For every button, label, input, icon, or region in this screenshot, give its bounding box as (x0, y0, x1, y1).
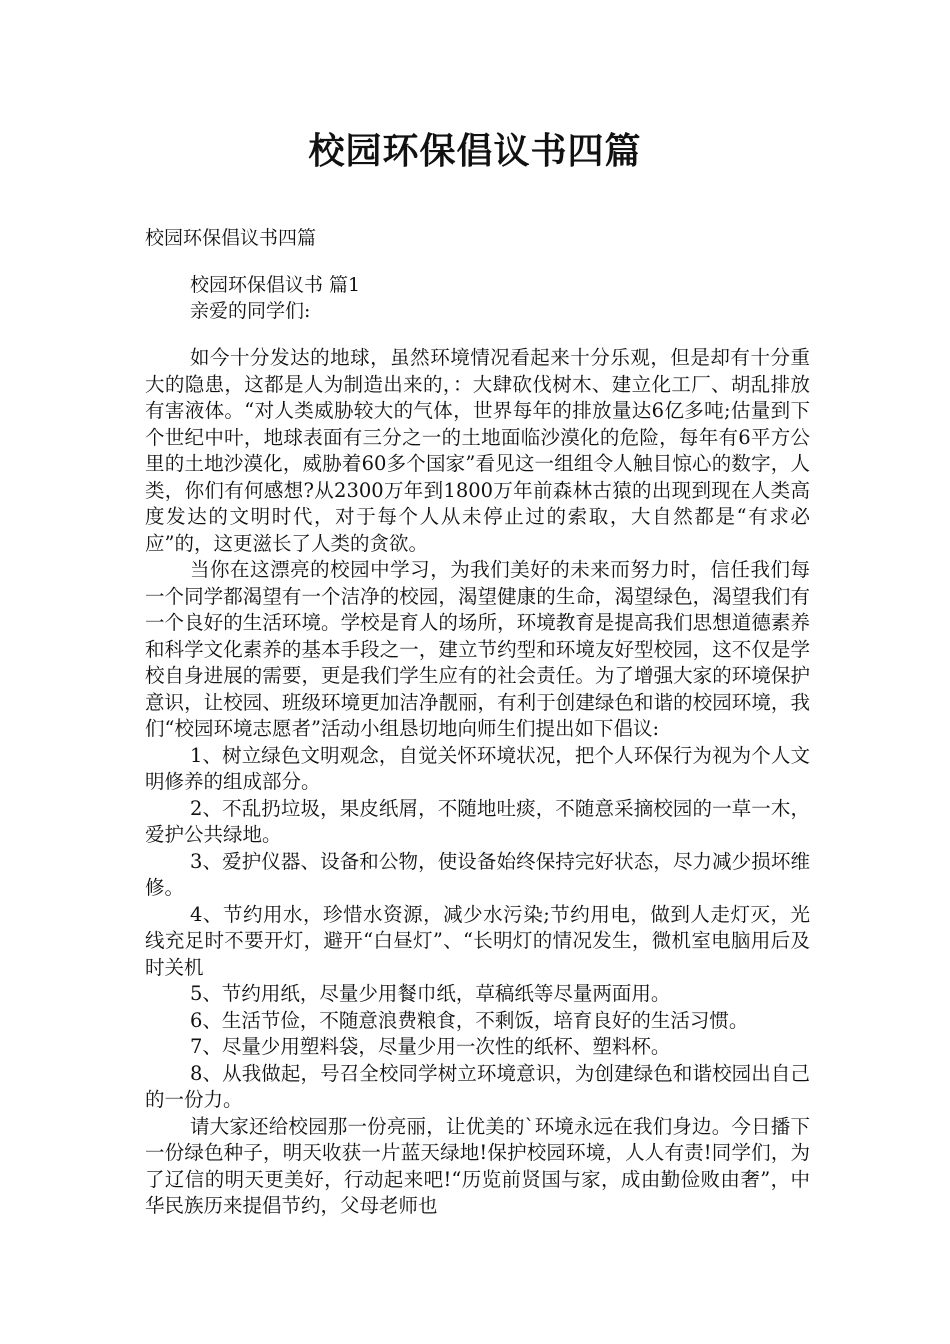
salutation: 亲爱的同学们: (190, 300, 311, 322)
paragraph: 如今十分发达的地球，虽然环境情况看起来十分乐观，但是却有十分重大的隐患，这都是人为制造出来的，：大肆砍伐树木、建立化工厂、胡乱排放有害液体。“对人类威胁较大的气体，世界每年的排放量达6亿多吨;估量到下个世纪中叶，地球表面有三分之一的土地面临沙漠化的危险，每年有6平方公里的土地沙漠化，威胁着60多个国家”看见这一组组令人触目惊心的数字，人类，你们有何感想?从2300万年到1800万年前森林古猿的出现到现在人类高度发达的文明时代，对于每个人从未停止过的索取，大自然都是“有求必应”的，这更滋长了人类的贪欲。 (145, 346, 810, 555)
list-item: 2、不乱扔垃圾，果皮纸屑，不随地吐痰，不随意采摘校园的一草一木，爱护公共绿地。 (145, 796, 810, 846)
paragraph: 请大家还给校园那一份亮丽，让优美的`环境永远在我们身边。今日播下一份绿色种子，明天收获一片蓝天绿地!保护校园环境，人人有责!同学们，为了辽信的明天更美好，行动起来吧!“历览前贤国与家，成由勤俭败由奢”，中华民族历来提倡节约，父母老师也 (145, 1114, 810, 1217)
section-header (190, 272, 360, 324)
section-heading: 校园环保倡议书 篇1 (190, 274, 361, 296)
list-item: 6、生活节俭，不随意浪费粮食，不剩饭，培育良好的生活习惯。 (190, 1008, 749, 1032)
paragraph: 当你在这漂亮的校园中学习，为我们美好的未来而努力时，信任我们每一个同学都渴望有一个洁净的校园，渴望健康的生命，渴望绿色，渴望我们有一个良好的生活环境。学校是育人的场所，环境教育是提高我们思想道德素养和科学文化素养的基本手段之一，建立节约型和环境友好型校园，这不仅是学校自身进展的需要，更是我们学生应有的社会责任。为了增强大家的环境保护意识，让校园、班级环境更加洁净靓丽，有利于创建绿色和谐的校园环境，我们“校园环境志愿者”活动小组恳切地向师生们提出如下倡议: (145, 558, 810, 740)
list-item: 5、节约用纸，尽量少用餐巾纸，草稿纸等尽量两面用。 (190, 982, 671, 1005)
list-item: 7、尽量少用塑料袋，尽量少用一次性的纸杯、塑料杯。 (190, 1035, 671, 1058)
list-item: 4、节约用水，珍惜水资源，减少水污染;节约用电，做到人走灯灭，光线充足时不要开灯，避开“白昼灯”、“长明灯的情况发生，微机室电脑用后及时关机 (145, 902, 810, 979)
list-item: 3、爱护仪器、设备和公物，使设备始终保持完好状态，尽力减少损坏维修。 (145, 849, 810, 899)
document-title: 校园环保倡议书四篇 (308, 131, 642, 172)
list-item: 8、从我做起，号召全校同学树立环境意识，为创建绿色和谐校园出自己的一份力。 (145, 1061, 810, 1111)
document-subtitle: 校园环保倡议书四篇 (145, 227, 317, 249)
list-item: 1、树立绿色文明观念，自觉关怀环境状况，把个人环保行为视为个人文明修养的组成部分。 (145, 743, 810, 793)
body-text (145, 345, 810, 1220)
